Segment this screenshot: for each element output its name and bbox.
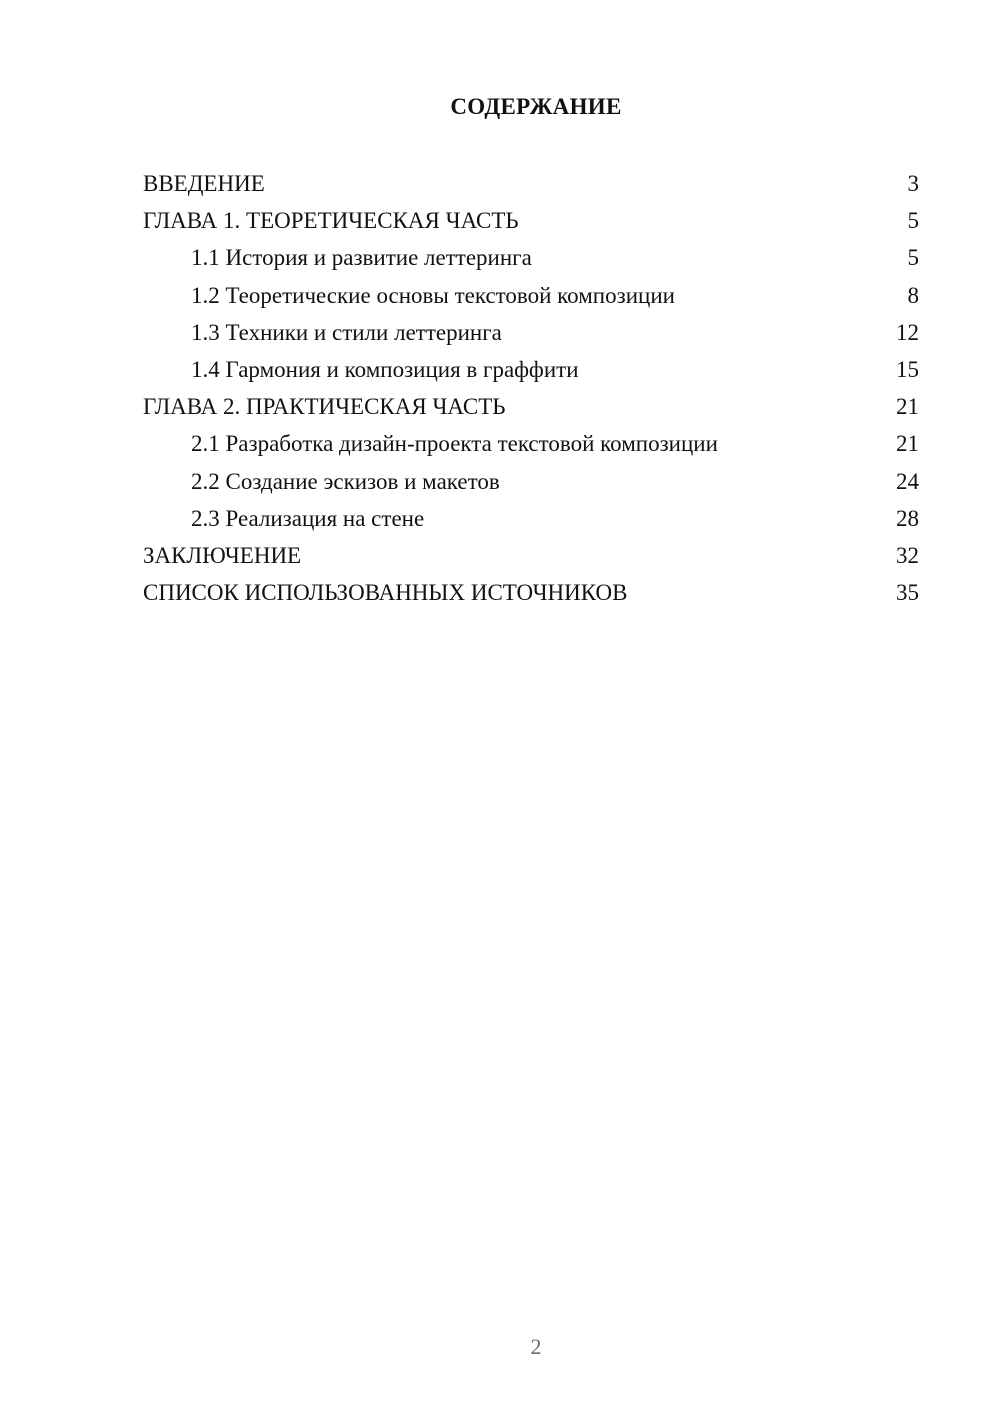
toc-entry-label: ВВЕДЕНИЕ: [143, 171, 265, 196]
toc-entry-section-1-4: [143, 355, 919, 392]
toc-entry-chapter-1: [143, 206, 919, 243]
toc-entry-page: 21: [896, 394, 919, 420]
toc-entry-label: 2.1 Разработка дизайн-проекта текстовой композиции: [191, 431, 718, 457]
toc-entry-label: 2.2 Создание эскизов и макетов: [191, 468, 500, 494]
toc-entry-label: 2.3 Реализация на стене: [191, 505, 425, 531]
toc-entry-page: 3: [907, 171, 919, 196]
table-of-contents: [143, 169, 919, 615]
toc-entry-page: 5: [907, 208, 919, 234]
toc-entry-page: 8: [907, 282, 919, 308]
toc-entry-page: 32: [896, 542, 919, 568]
toc-entry-page: 12: [896, 319, 919, 345]
toc-entry-label: 1.2 Теоретические основы текстовой композиции: [191, 282, 675, 308]
toc-entry-page: 5: [907, 245, 919, 271]
toc-entry-page: 21: [896, 431, 919, 457]
toc-title: СОДЕРЖАНИЕ: [450, 94, 622, 119]
toc-entry-label: 1.3 Техники и стили леттеринга: [191, 319, 502, 345]
toc-entry-introduction: [143, 169, 919, 206]
toc-entry-page: 15: [896, 356, 919, 382]
toc-entry-label: СПИСОК ИСПОЛЬЗОВАННЫХ ИСТОЧНИКОВ: [143, 580, 628, 606]
toc-entry-label: ЗАКЛЮЧЕНИЕ: [143, 542, 302, 568]
toc-entry-section-2-2: [143, 467, 919, 504]
toc-entry-conclusion: [143, 541, 919, 578]
toc-entry-section-1-1: [143, 243, 919, 280]
toc-entry-section-2-1: [143, 429, 919, 466]
toc-entry-references: [143, 578, 919, 615]
toc-entry-page: 35: [896, 580, 919, 606]
toc-entry-chapter-2: [143, 392, 919, 429]
toc-entry-label: ГЛАВА 1. ТЕОРЕТИЧЕСКАЯ ЧАСТЬ: [143, 208, 519, 234]
toc-entry-section-2-3: [143, 504, 919, 541]
toc-entry-section-1-2: [143, 281, 919, 318]
toc-entry-section-1-3: [143, 318, 919, 355]
toc-entry-label: 1.4 Гармония и композиция в граффити: [191, 356, 579, 382]
toc-entry-label: 1.1 История и развитие леттеринга: [191, 245, 532, 271]
toc-entry-page: 24: [896, 468, 919, 494]
toc-entry-page: 28: [896, 505, 919, 531]
toc-entry-label: ГЛАВА 2. ПРАКТИЧЕСКАЯ ЧАСТЬ: [143, 394, 506, 420]
page-number: 2: [530, 1334, 542, 1359]
